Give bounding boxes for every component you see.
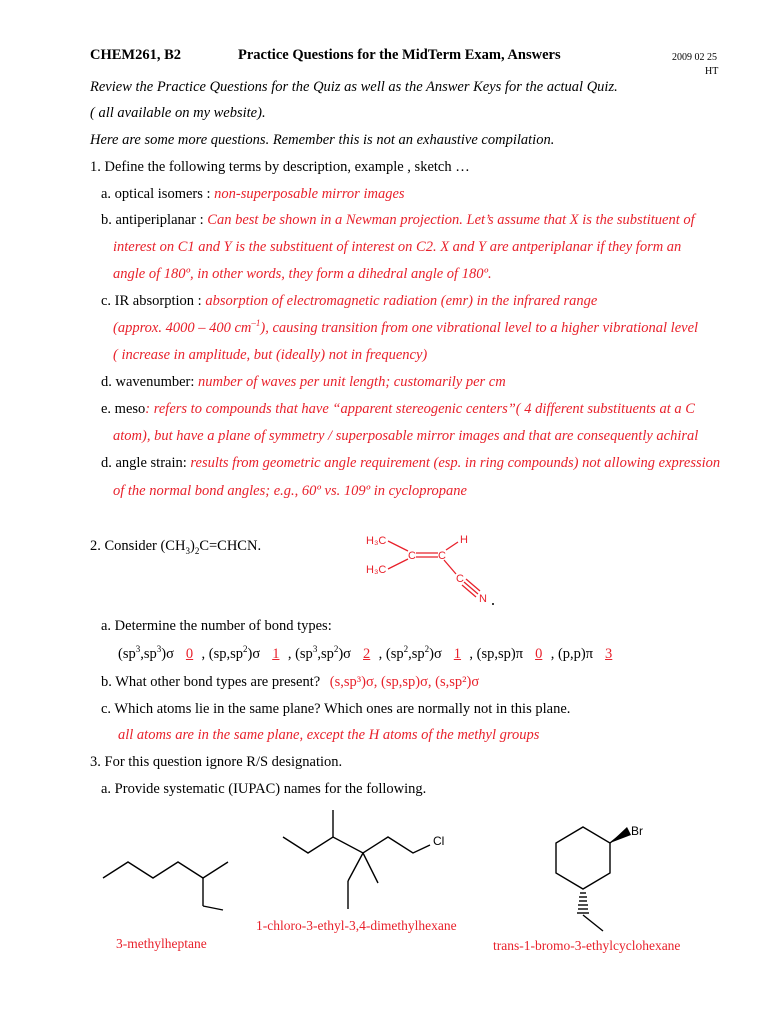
label-n: N <box>479 593 487 605</box>
q1e-line <box>101 401 695 418</box>
main-chain <box>103 862 228 878</box>
q1e-answer-1: : refers to compounds that have “apparent stereogenic centers”( 4 different substituents at a C <box>145 401 695 417</box>
date-stamp: 2009 02 25 <box>672 52 717 63</box>
label-h3c-top: H₃C <box>366 535 387 547</box>
count-sp-sp-pi: 0 <box>535 646 543 662</box>
q2b-answer: (s,sp³)σ, (sp,sp)σ, (s,sp²)σ <box>329 674 480 690</box>
q1a-label: a. optical isomers : <box>101 186 211 202</box>
intro-line-3: Here are some more questions. Remember this is not an exhaustive compilation. <box>90 132 555 148</box>
molecule-bromo-ethylcyclohexane <box>545 815 665 935</box>
q1c-line <box>101 293 597 310</box>
q2-prompt: 2. Consider $(CH_3)_2C=CHCN$. <box>90 538 262 556</box>
q1e-label: e. meso <box>101 401 146 417</box>
q1d-answer: number of waves per unit length; customarily per cm <box>198 374 506 390</box>
main-chain <box>283 837 430 853</box>
branch-end <box>203 906 223 910</box>
label-c1: C <box>408 550 416 562</box>
q1f-label: d. angle strain: <box>101 455 187 471</box>
wedge-bond <box>610 827 631 843</box>
q1f-line <box>101 455 720 472</box>
q1a-line <box>101 186 405 203</box>
q1d-label: d. wavenumber: <box>101 374 195 390</box>
bond-ch3-bottom <box>388 559 408 569</box>
br-atom: Br <box>631 824 643 838</box>
hashed-bond <box>577 893 589 913</box>
intro-line-1: Review the Practice Questions for the Quiz as well as the Answer Keys for the actual Quiz. <box>90 79 618 95</box>
q1b-label: b. antiperiplanar : <box>101 212 204 228</box>
q1f-answer-1: results from geometric angle requirement (esp. in ring compounds) not allowing expression <box>190 455 721 471</box>
ethyl-1 <box>348 853 363 881</box>
count-sp3-sp2-sigma: 2 <box>363 646 371 662</box>
course-code: CHEM261, B2 <box>90 47 182 63</box>
q1a-answer: non-superposable mirror images <box>214 186 405 202</box>
q1d-line <box>101 374 506 391</box>
label-c3: C <box>456 573 464 585</box>
bond-ch <box>446 542 458 550</box>
mol3-name: trans-1-bromo-3-ethylcyclohexane <box>493 938 681 953</box>
molecule-3-methylheptane <box>98 850 238 915</box>
bond-c-cn <box>444 560 456 574</box>
label-h: H <box>460 534 468 546</box>
label-c2: C <box>438 550 446 562</box>
q1b-answer-3: angle of 180º, in other words, they form a dihedral angle of 180º. <box>113 266 492 282</box>
q1c-answer-2: (approx. 4000 – 400 $cm^{-1}$), causing transition from one vibrational level to a higher vibrational level <box>113 318 699 336</box>
q2c-answer: all atoms are in the same plane, except the H atoms of the methyl groups <box>118 727 540 743</box>
intro-line-2: ( all available on my website). <box>90 105 266 121</box>
q1c-label: c. IR absorption : <box>101 293 202 309</box>
q1c-answer-3: ( increase in amplitude, but (ideally) not in frequency) <box>113 347 428 363</box>
page-title: Practice Questions for the MidTerm Exam, Answers <box>238 47 561 63</box>
mol2-name: 1-chloro-3-ethyl-3,4-dimethylhexane <box>256 918 457 933</box>
q1e-answer-2: atom), but have a plane of symmetry / superposable mirror images and that are consequently achiral <box>113 428 699 444</box>
count-sp-sp2-sigma: 1 <box>272 646 280 662</box>
q1c-answer-1: absorption of electromagnetic radiation (emr) in the infrared range <box>205 293 598 309</box>
q2c-label: c. Which atoms lie in the same plane? Which ones are normally not in this plane. <box>101 701 571 717</box>
label-h3c-bottom: H₃C <box>366 564 387 576</box>
cyclohexane-ring <box>556 827 610 889</box>
count-sp2-sp2-sigma: 1 <box>453 646 462 662</box>
q1f-answer-2: of the normal bond angles; e.g., 60º vs. 109º in cyclopropane <box>113 483 467 499</box>
count-sp3-sp3-sigma: 0 <box>185 646 194 662</box>
q3-prompt: 3. For this question ignore R/S designation. <box>90 754 343 770</box>
q2a-label: a. Determine the number of bond types: <box>101 618 332 634</box>
count-p-p-pi: 3 <box>605 646 613 662</box>
methyl-on-c3 <box>363 853 378 883</box>
mol1-name: 3-methylheptane <box>116 936 207 951</box>
cl-atom: Cl <box>433 834 445 848</box>
q1-prompt: 1. Define the following terms by description, example , sketch … <box>90 159 470 175</box>
q1b-line <box>101 212 695 229</box>
author-initials: HT <box>705 66 719 77</box>
q1b-answer-2: interest on C1 and Y is the substituent of interest on C2. X and Y are antperiplanar if they form an <box>113 239 682 255</box>
q2b-line <box>101 674 479 691</box>
molecule-chloro-ethyl-dimethylhexane <box>275 805 460 915</box>
q2b-label: b. What other bond types are present? <box>101 674 321 690</box>
bond-ch3-top <box>388 541 408 551</box>
dot <box>492 603 494 605</box>
q2-structure <box>360 528 510 610</box>
q3a-label: a. Provide systematic (IUPAC) names for the following. <box>101 781 427 797</box>
q2a-bond-counts: $(sp^3,sp^3)\sigma$ 0 , $(sp,sp^2)\sigma$ 1 , $(sp^3,sp^2)\sigma$ 2 , $(sp^2,sp^2)\sigma$ 1 , (sp,sp)π 0 , (p,p)π 3 <box>118 646 621 663</box>
ethyl-bond <box>583 915 603 931</box>
q1b-answer-1: Can best be shown in a Newman projection. Let’s assume that X is the substituent of <box>207 212 695 228</box>
